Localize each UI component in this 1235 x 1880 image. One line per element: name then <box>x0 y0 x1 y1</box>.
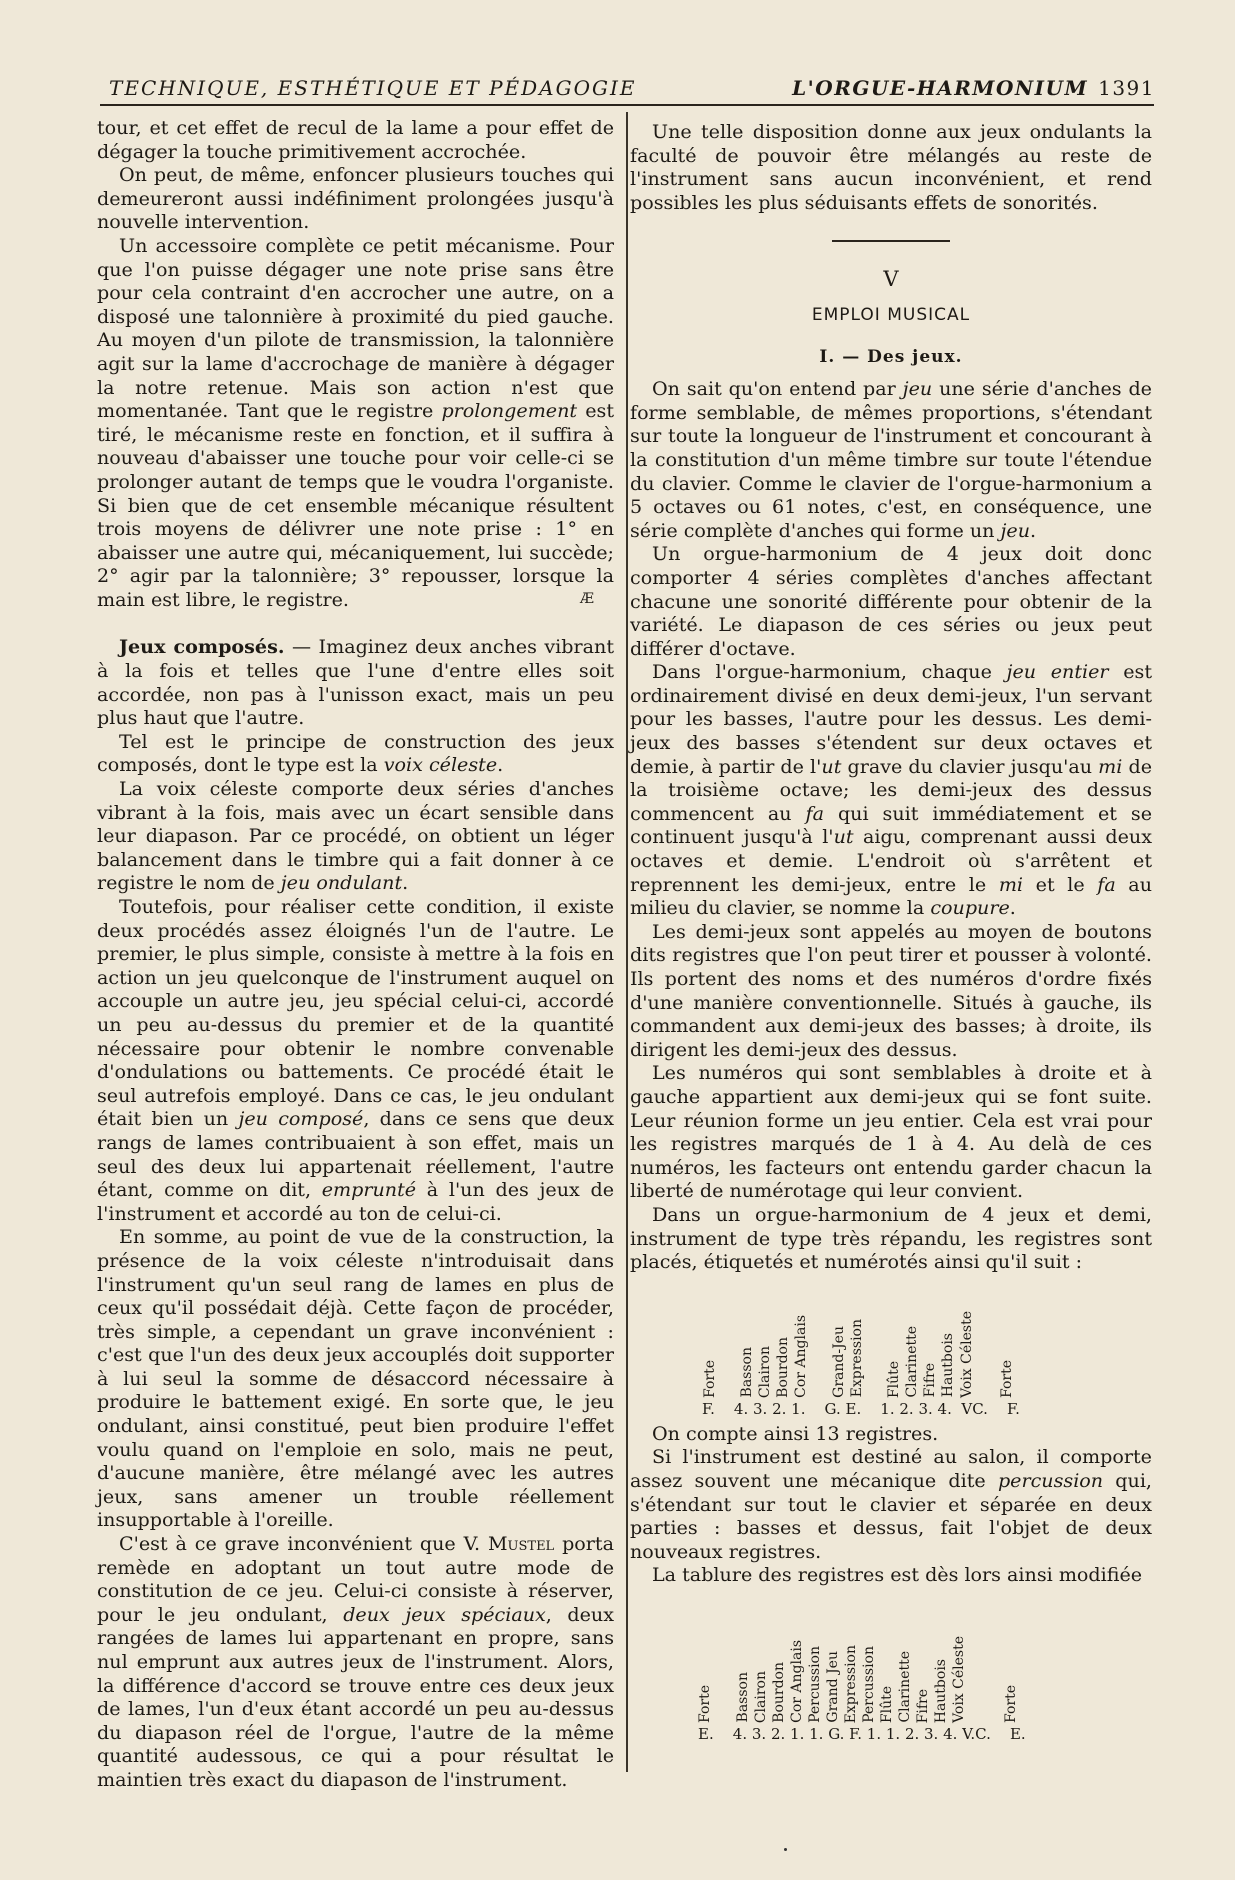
left-column <box>97 116 614 1792</box>
column-divider <box>626 112 628 1772</box>
stops-table-2 <box>630 1607 1152 1747</box>
stop-label: Forte <box>702 1359 718 1398</box>
stop-label: Percussion <box>861 1645 877 1723</box>
stop-label: Grand-Jeu <box>831 1325 847 1398</box>
paragraph: Une telle disposition donne aux jeux ondulants la faculté de pouvoir être mélangés au reste de l'instrument sans aucun inconvénient, et rend possibles les plus séduisants effets de sonorités. <box>630 120 1152 214</box>
stop-label: Expression <box>843 1644 859 1723</box>
stop-label: Clarinette <box>904 1326 920 1398</box>
stop-label: Clairon <box>753 1670 769 1723</box>
stop-label: Voix Céleste <box>951 1635 967 1723</box>
stop-label: Cor Anglais <box>789 1640 805 1723</box>
stop-label: Fifre <box>922 1363 938 1398</box>
paragraph: La tablure des registres est dès lors ainsi modifiée <box>652 1563 1143 1587</box>
paragraph: Jeux composés. — Imaginez deux anches vibrant à la fois et telles que l'une d'entre elles soit accordée, non pas à l'unisson exact, mais un peu plus haut que l'autre. <box>97 635 614 730</box>
stop-label: Flûte <box>886 1360 902 1398</box>
stop-label: Bourdon <box>771 1662 787 1723</box>
paragraph: En somme, au point de vue de la construction, la présence de la voix céleste n'introduisait dans l'instrument qu'un seul rang de lames en plus de ceux qu'il possédait déjà. Cette façon de procéder, très simple, a cependant un grave inconvénient : c'est que l'un des deux jeux accouplés doit supporter à lui seul la somme de désaccord nécessaire à produire le battement exigé. En sorte que, le jeu ondulant, ainsi constitué, peut bien produire l'effet voulu quand on l'emploie en solo, mais ne peut, d'aucune manière, être mélangé avec les autres jeux, sans amener un trouble réellement insupportable à l'oreille. <box>97 1225 614 1532</box>
section-separator <box>832 240 950 242</box>
stops-codes: F. 4. 3. 2. 1. G. E. 1. 2. 3. 4. VC. F. <box>702 1400 1020 1419</box>
subsection-title: I. — Des jeux. <box>819 346 963 367</box>
paragraph: C'est à ce grave inconvénient que V. Mustel porta remède en adoptant un tout autre mode de constitution de ce jeu. Celui-ci consiste à réserver, pour le jeu ondulant, deux jeux spéciaux, deux rangées de lames lui appartenant en propre, sans nul emprunt aux autres jeux de l'instrument. Alors, la différence d'accord se trouve entre ces deux jeux de lames, l'un d'eux étant accordé un peu au-dessus du diapason réel de l'orgue, l'autre de la même quantité audessous, ce qui a pour résultat le maintien très exact du diapason de l'instrument. <box>97 1532 614 1791</box>
paragraph: Les numéros qui sont semblables à droite et à gauche appartient aux demi-jeux qui se font suite. Leur réunion forme un jeu entier. Cela est vrai pour les registres marqués de 1 à 4. Au delà de ces numéros, les facteurs ont entendu garder chacun la liberté de numérotage qui leur convient. <box>630 1061 1152 1203</box>
stop-label: Clairon <box>757 1345 773 1398</box>
paragraph: Un accessoire complète ce petit mécanisme. Pour que l'on puisse dégager une note prise sans être pour cela contraint d'en accrocher une autre, on a disposé une talonnière à proximité du pied gauche. Au moyen d'un pilote de transmission, la talonnière agit sur la lame d'accrochage de manière à dégager la notre retenue. Mais son action n'est que momentanée. Tant que le registre prolongement est tiré, le mécanisme reste en fonction, et il suffira à nouveau d'abaisser une touche pour voir celle-ci se prolonger autant de temps que le voudra l'organiste. Si bien que de cet ensemble mécanique résultent trois moyens de délivrer une note prise : 1° en abaisser une autre qui, mécaniquement, lui succède; 2° agir par la talonnière; 3° repousser, lorsque la main est libre, le registre. Æ <box>97 233 614 611</box>
paragraph-heading: Jeux composés. <box>119 635 285 659</box>
stop-label: Grand Jeu <box>825 1651 841 1723</box>
paragraph: Un orgue-harmonium de 4 jeux doit donc comporter 4 séries complètes d'anches affectant chacune une sonorité différente pour obtenir de la variété. Le diapason de ces séries ou jeux peut différer d'octave. <box>630 542 1152 660</box>
stop-label: Clarinette <box>897 1651 913 1723</box>
stop-label: Basson <box>735 1672 751 1723</box>
paragraph: Tel est le principe de construction des jeux composés, dont le type est la voix céleste. <box>97 729 614 777</box>
stop-label: Voix Céleste <box>959 1310 975 1398</box>
stop-label: Hautbois <box>940 1333 956 1398</box>
paragraph: Dans l'orgue-harmonium, chaque jeu entier est ordinairement divisé en deux demi-jeux, l'un servant pour les basses, l'autre pour les dessus. Les demi-jeux des basses s'étendent sur deux octaves et demie, à partir de l'ut grave du clavier jusqu'au mi de la troisième octave; les demi-jeux des dessus commencent au fa qui suit immédiatement et se continuent jusqu'à l'ut aigu, comprenant aussi deux octaves et demie. L'endroit où s'arrêtent et reprennent les demi-jeux, entre le mi et le fa au milieu du clavier, se nomme la coupure. <box>630 660 1152 920</box>
section-title: EMPLOI MUSICAL <box>811 304 971 325</box>
stop-label: Forte <box>697 1684 713 1723</box>
header-right-title <box>792 76 1155 100</box>
paragraph: Toutefois, pour réaliser cette condition, il existe deux procédés assez éloignés l'un de l'autre. Le premier, le plus simple, consiste à mettre à la fois en action un jeu quelconque de l'instrument auquel on accouple un autre jeu, jeu spécial celui-ci, accordé un peu au-dessus du premier et de la quantité nécessaire pour obtenir le nombre convenable d'ondulations ou battements. Ce procédé était le seul autrefois employé. Dans ce cas, le jeu ondulant était bien un jeu composé, dans ce sens que deux rangs de lames contribuaient à son effet, mais un seul des deux lui appartenait réellement, l'autre étant, comme on dit, emprunté à l'un des jeux de l'instrument et accordé au ton de celui-ci. <box>97 895 614 1225</box>
stop-label: Bourdon <box>775 1336 791 1398</box>
stop-label: Basson <box>739 1347 755 1398</box>
right-column <box>630 120 1152 1747</box>
paragraph: Dans un orgue-harmonium de 4 jeux et demi, instrument de type très répandu, les registres sont placés, étiquetés et numérotés ainsi qu'il suit : <box>630 1202 1152 1274</box>
section-number: V <box>883 267 899 292</box>
paragraph: On compte ainsi 13 registres. <box>652 1421 939 1445</box>
stop-label: Flûte <box>879 1685 895 1723</box>
paragraph: On peut, de même, enfoncer plusieurs touches qui demeureront aussi indéfiniment prolongées jusqu'à nouvelle intervention. <box>97 163 614 234</box>
stop-label: Hautbois <box>933 1658 949 1723</box>
paragraph: On sait qu'on entend par jeu une série d'anches de forme semblable, de mêmes proportions, s'étendant sur toute la longueur de l'instrument et concourant à la constitution d'un même timbre sur toute l'étendue du clavier. Comme le clavier de l'orgue-harmonium a 5 octaves ou 61 notes, c'est, en conséquence, une série complète d'anches qui forme un jeu. <box>630 377 1152 542</box>
header-left-title: TECHNIQUE, ESTHÉTIQUE ET PÉDAGOGIE <box>109 76 637 100</box>
printer-mark: Æ <box>579 590 594 607</box>
stops-table-1 <box>630 1284 1152 1422</box>
stop-label: Forte <box>999 1359 1015 1398</box>
paragraph: Les demi-jeux sont appelés au moyen de boutons dits registres que l'on peut tirer et pousser à volonté. Ils portent des noms et des numéros d'ordre fixés d'une manière conventionnelle. Situés à gauche, ils commandent aux demi-jeux des basses; à droite, ils dirigent les demi-jeux des dessus. <box>630 919 1152 1061</box>
stop-label: Cor Anglais <box>793 1314 809 1398</box>
stop-label: Percussion <box>807 1645 823 1723</box>
stop-label: Forte <box>1003 1684 1019 1723</box>
page-speck <box>784 1848 787 1851</box>
paragraph: Si l'instrument est destiné au salon, il comporte assez souvent une mécanique dite percussion qui, s'étendant sur tout le clavier et séparée en deux parties : basses et dessus, fait l'objet de deux nouveaux registres. <box>630 1445 1152 1563</box>
paragraph: La voix céleste comporte deux séries d'anches vibrant à la fois, mais avec un écart sensible dans leur diapason. Par ce procédé, on obtient un léger balancement dans le timbre qui a fait donner à ce registre le nom de jeu ondulant. <box>97 777 614 895</box>
header-chapter: L'ORGUE-HARMONIUM <box>792 76 1089 100</box>
stop-label: Expression <box>849 1319 865 1398</box>
stop-label: Fifre <box>915 1688 931 1723</box>
paragraph: tour, et cet effet de recul de la lame a pour effet de dégager la touche primitivement accrochée. <box>97 116 614 163</box>
page-number: 1391 <box>1098 76 1155 100</box>
header-rule <box>100 104 1154 106</box>
running-header <box>105 76 1155 102</box>
stops-codes: E. 4. 3. 2. 1. 1. G. F. 1. 1. 2. 3. 4. V.C. E. <box>698 1725 1026 1744</box>
